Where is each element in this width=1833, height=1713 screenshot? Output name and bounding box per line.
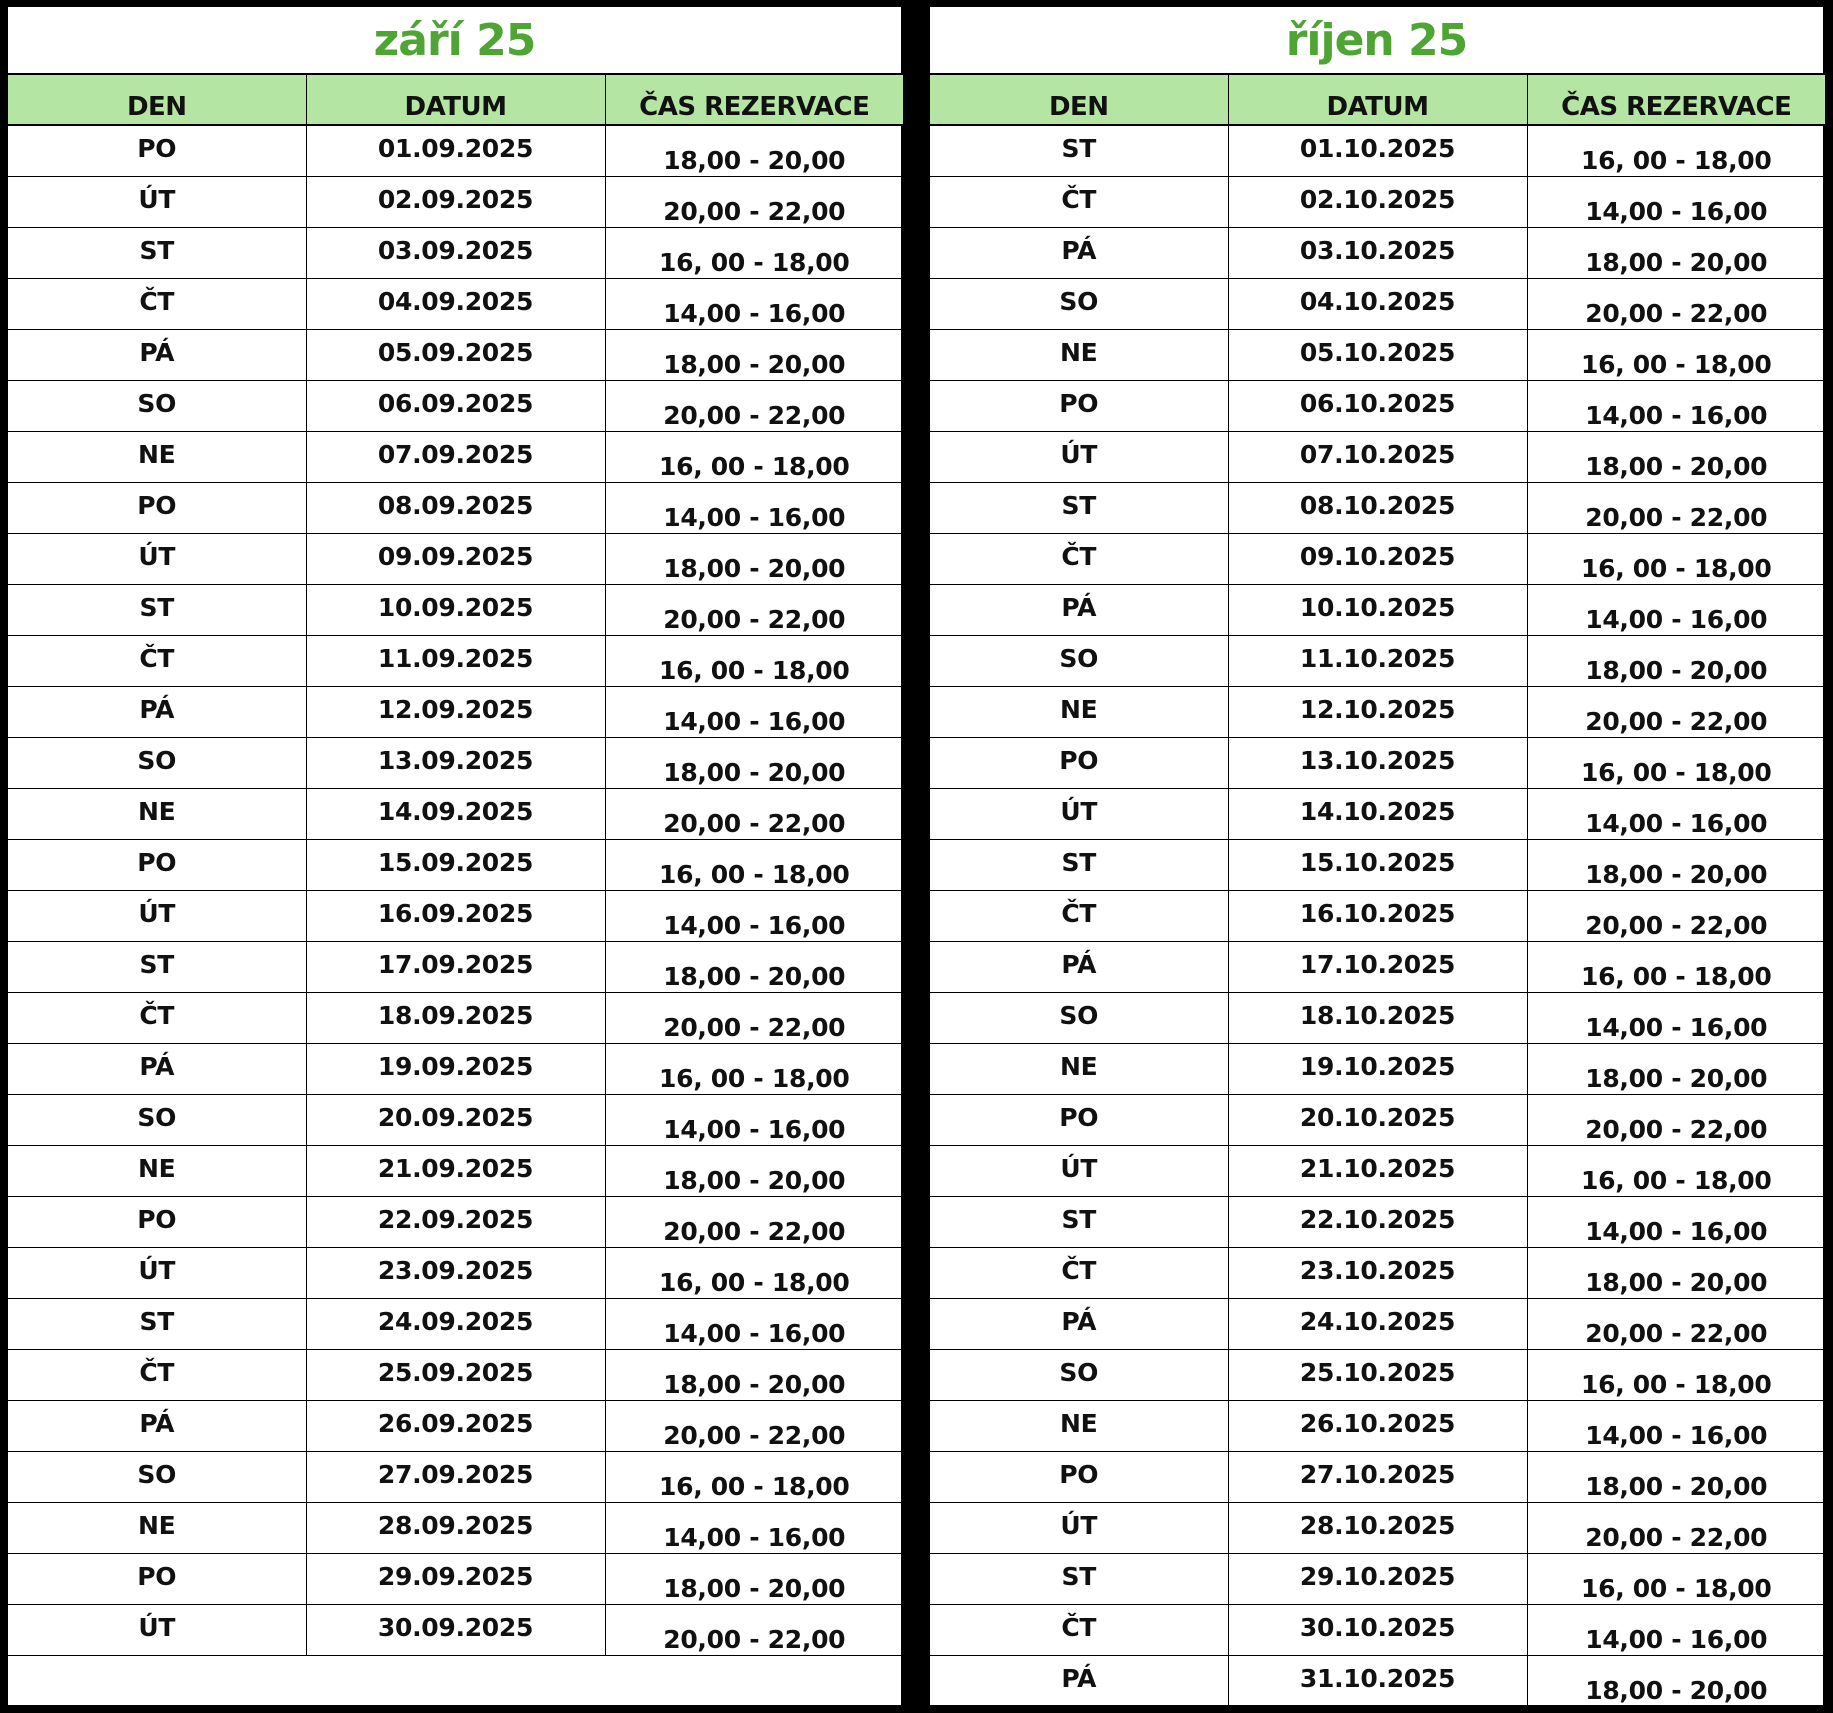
time-cell: 18,00 - 20,00 xyxy=(1527,1451,1825,1502)
day-cell: PÁ xyxy=(930,1655,1228,1706)
time-cell: 20,00 - 22,00 xyxy=(605,380,903,431)
date-cell: 24.10.2025 xyxy=(1228,1298,1527,1349)
day-cell: ČT xyxy=(930,1604,1228,1655)
date-cell: 18.10.2025 xyxy=(1228,992,1527,1043)
day-cell: ČT xyxy=(930,533,1228,584)
day-cell: SO xyxy=(930,278,1228,329)
date-cell: 03.10.2025 xyxy=(1228,227,1527,278)
date-cell: 05.10.2025 xyxy=(1228,329,1527,380)
day-cell: ST xyxy=(930,482,1228,533)
time-cell: 14,00 - 16,00 xyxy=(605,278,903,329)
day-cell: SO xyxy=(8,1451,306,1502)
table-row xyxy=(8,227,903,278)
day-cell: PÁ xyxy=(930,227,1228,278)
day-cell: ST xyxy=(8,1298,306,1349)
table-row xyxy=(930,1400,1825,1451)
day-cell: ČT xyxy=(8,992,306,1043)
table-row xyxy=(8,1349,903,1400)
date-cell: 04.10.2025 xyxy=(1228,278,1527,329)
column-header-day: DEN xyxy=(930,75,1228,125)
day-cell: ÚT xyxy=(930,431,1228,482)
day-cell: NE xyxy=(8,1145,306,1196)
table-row xyxy=(8,1247,903,1298)
time-cell: 16, 00 - 18,00 xyxy=(605,1247,903,1298)
table-row xyxy=(930,941,1825,992)
day-cell: PO xyxy=(930,380,1228,431)
table-row xyxy=(930,1553,1825,1604)
time-cell: 20,00 - 22,00 xyxy=(1527,278,1825,329)
time-cell: 20,00 - 22,00 xyxy=(605,584,903,635)
table-row xyxy=(8,584,903,635)
table-row xyxy=(930,584,1825,635)
table-row xyxy=(8,737,903,788)
time-cell: 20,00 - 22,00 xyxy=(1527,1502,1825,1553)
day-cell: ST xyxy=(930,1553,1228,1604)
day-cell: NE xyxy=(930,1043,1228,1094)
date-cell: 30.10.2025 xyxy=(1228,1604,1527,1655)
time-cell: 16, 00 - 18,00 xyxy=(1527,1145,1825,1196)
time-cell: 20,00 - 22,00 xyxy=(1527,890,1825,941)
column-header-time: ČAS REZERVACE xyxy=(1527,75,1825,125)
date-cell: 27.10.2025 xyxy=(1228,1451,1527,1502)
column-header-date: DATUM xyxy=(306,75,605,125)
day-cell: ST xyxy=(8,584,306,635)
table-row xyxy=(930,635,1825,686)
time-cell: 16, 00 - 18,00 xyxy=(605,1043,903,1094)
day-cell: NE xyxy=(930,1400,1228,1451)
day-cell: PO xyxy=(8,839,306,890)
time-cell: 16, 00 - 18,00 xyxy=(605,431,903,482)
day-cell: PÁ xyxy=(930,584,1228,635)
date-cell: 23.09.2025 xyxy=(306,1247,605,1298)
column-header-date: DATUM xyxy=(1228,75,1527,125)
date-cell: 22.10.2025 xyxy=(1228,1196,1527,1247)
day-cell: PO xyxy=(930,1451,1228,1502)
time-cell: 16, 00 - 18,00 xyxy=(1527,1553,1825,1604)
time-cell: 20,00 - 22,00 xyxy=(1527,1094,1825,1145)
date-cell: 10.10.2025 xyxy=(1228,584,1527,635)
time-cell: 18,00 - 20,00 xyxy=(605,1553,903,1604)
day-cell: ÚT xyxy=(8,890,306,941)
date-cell: 03.09.2025 xyxy=(306,227,605,278)
day-cell: ÚT xyxy=(930,1145,1228,1196)
time-cell: 20,00 - 22,00 xyxy=(605,1604,903,1655)
date-cell: 07.10.2025 xyxy=(1228,431,1527,482)
time-cell: 18,00 - 20,00 xyxy=(605,737,903,788)
date-cell: 05.09.2025 xyxy=(306,329,605,380)
day-cell: NE xyxy=(8,431,306,482)
time-cell: 20,00 - 22,00 xyxy=(605,788,903,839)
time-cell: 14,00 - 16,00 xyxy=(1527,380,1825,431)
date-cell: 15.09.2025 xyxy=(306,839,605,890)
date-cell: 10.09.2025 xyxy=(306,584,605,635)
date-cell: 07.09.2025 xyxy=(306,431,605,482)
table-row xyxy=(930,686,1825,737)
day-cell: PO xyxy=(8,1196,306,1247)
day-cell: ČT xyxy=(930,176,1228,227)
table-row xyxy=(930,1196,1825,1247)
day-cell: PÁ xyxy=(930,1298,1228,1349)
table-row xyxy=(930,227,1825,278)
time-cell: 14,00 - 16,00 xyxy=(1527,992,1825,1043)
table-row xyxy=(8,1451,903,1502)
table-row xyxy=(8,635,903,686)
table-row xyxy=(930,431,1825,482)
date-cell: 14.10.2025 xyxy=(1228,788,1527,839)
date-cell: 06.09.2025 xyxy=(306,380,605,431)
time-cell: 16, 00 - 18,00 xyxy=(605,227,903,278)
day-cell: SO xyxy=(930,635,1228,686)
time-cell: 20,00 - 22,00 xyxy=(605,1400,903,1451)
day-cell: PÁ xyxy=(8,686,306,737)
date-cell: 29.09.2025 xyxy=(306,1553,605,1604)
time-cell: 14,00 - 16,00 xyxy=(1527,1196,1825,1247)
date-cell: 21.10.2025 xyxy=(1228,1145,1527,1196)
time-cell: 18,00 - 20,00 xyxy=(605,125,903,176)
date-cell: 06.10.2025 xyxy=(1228,380,1527,431)
day-cell: ÚT xyxy=(8,1604,306,1655)
day-cell: PÁ xyxy=(8,1400,306,1451)
table-row xyxy=(8,992,903,1043)
day-cell: NE xyxy=(930,686,1228,737)
table-row xyxy=(930,329,1825,380)
day-cell: ÚT xyxy=(930,1502,1228,1553)
time-cell: 20,00 - 22,00 xyxy=(1527,1298,1825,1349)
time-cell: 14,00 - 16,00 xyxy=(1527,176,1825,227)
day-cell: PO xyxy=(8,482,306,533)
day-cell: ČT xyxy=(930,890,1228,941)
day-cell: PO xyxy=(930,737,1228,788)
date-cell: 19.10.2025 xyxy=(1228,1043,1527,1094)
date-cell: 29.10.2025 xyxy=(1228,1553,1527,1604)
day-cell: PÁ xyxy=(930,941,1228,992)
time-cell: 20,00 - 22,00 xyxy=(605,176,903,227)
table-row xyxy=(8,839,903,890)
time-cell: 20,00 - 22,00 xyxy=(605,1196,903,1247)
table-row xyxy=(930,839,1825,890)
date-cell: 12.09.2025 xyxy=(306,686,605,737)
time-cell: 16, 00 - 18,00 xyxy=(605,635,903,686)
table-row xyxy=(8,1553,903,1604)
table-row xyxy=(8,1196,903,1247)
time-cell: 14,00 - 16,00 xyxy=(605,1094,903,1145)
table-row xyxy=(8,1094,903,1145)
table-row xyxy=(930,1655,1825,1706)
table-row xyxy=(930,533,1825,584)
table-row xyxy=(8,941,903,992)
date-cell: 16.10.2025 xyxy=(1228,890,1527,941)
date-cell: 13.09.2025 xyxy=(306,737,605,788)
table-row xyxy=(8,1604,903,1655)
date-cell: 12.10.2025 xyxy=(1228,686,1527,737)
time-cell: 14,00 - 16,00 xyxy=(605,1298,903,1349)
table-row xyxy=(8,1502,903,1553)
time-cell: 16, 00 - 18,00 xyxy=(605,1451,903,1502)
day-cell: PÁ xyxy=(8,329,306,380)
time-cell: 14,00 - 16,00 xyxy=(1527,1604,1825,1655)
time-cell: 16, 00 - 18,00 xyxy=(1527,1349,1825,1400)
time-cell: 20,00 - 22,00 xyxy=(1527,482,1825,533)
time-cell: 18,00 - 20,00 xyxy=(605,1145,903,1196)
day-cell: NE xyxy=(930,329,1228,380)
time-cell: 18,00 - 20,00 xyxy=(605,941,903,992)
time-cell: 14,00 - 16,00 xyxy=(605,686,903,737)
date-cell: 22.09.2025 xyxy=(306,1196,605,1247)
table-row xyxy=(8,890,903,941)
header-row xyxy=(930,75,1825,125)
time-cell: 14,00 - 16,00 xyxy=(605,890,903,941)
column-header-day: DEN xyxy=(8,75,306,125)
table-row xyxy=(8,788,903,839)
table-row xyxy=(930,1349,1825,1400)
header-row xyxy=(8,75,903,125)
day-cell: ÚT xyxy=(930,788,1228,839)
date-cell: 02.09.2025 xyxy=(306,176,605,227)
time-cell: 18,00 - 20,00 xyxy=(1527,839,1825,890)
date-cell: 15.10.2025 xyxy=(1228,839,1527,890)
date-cell: 11.10.2025 xyxy=(1228,635,1527,686)
time-cell: 14,00 - 16,00 xyxy=(1527,788,1825,839)
date-cell: 23.10.2025 xyxy=(1228,1247,1527,1298)
month-panel-september xyxy=(8,7,903,1705)
date-cell: 20.10.2025 xyxy=(1228,1094,1527,1145)
date-cell: 27.09.2025 xyxy=(306,1451,605,1502)
day-cell: ST xyxy=(930,1196,1228,1247)
day-cell: ÚT xyxy=(8,1247,306,1298)
column-header-time: ČAS REZERVACE xyxy=(605,75,903,125)
day-cell: ST xyxy=(930,125,1228,176)
time-cell: 20,00 - 22,00 xyxy=(1527,686,1825,737)
table-row xyxy=(930,1247,1825,1298)
table-row xyxy=(930,125,1825,176)
time-cell: 18,00 - 20,00 xyxy=(1527,635,1825,686)
day-cell: SO xyxy=(8,737,306,788)
table-row xyxy=(930,788,1825,839)
day-cell: ST xyxy=(930,839,1228,890)
month-title: září 25 xyxy=(8,7,901,75)
day-cell: SO xyxy=(8,1094,306,1145)
day-cell: SO xyxy=(930,992,1228,1043)
date-cell: 25.09.2025 xyxy=(306,1349,605,1400)
table-row xyxy=(930,482,1825,533)
day-cell: PO xyxy=(8,125,306,176)
day-cell: PO xyxy=(930,1094,1228,1145)
month-panel-october xyxy=(930,7,1825,1705)
date-cell: 31.10.2025 xyxy=(1228,1655,1527,1706)
time-cell: 18,00 - 20,00 xyxy=(1527,227,1825,278)
day-cell: ČT xyxy=(8,278,306,329)
table-row xyxy=(930,992,1825,1043)
table-row xyxy=(8,329,903,380)
table-row xyxy=(8,278,903,329)
time-cell: 14,00 - 16,00 xyxy=(605,482,903,533)
time-cell: 16, 00 - 18,00 xyxy=(1527,125,1825,176)
time-cell: 16, 00 - 18,00 xyxy=(605,839,903,890)
table-row xyxy=(930,890,1825,941)
table-row xyxy=(930,1502,1825,1553)
date-cell: 19.09.2025 xyxy=(306,1043,605,1094)
day-cell: NE xyxy=(8,788,306,839)
table-row xyxy=(8,1043,903,1094)
time-cell: 14,00 - 16,00 xyxy=(1527,1400,1825,1451)
table-row xyxy=(8,1400,903,1451)
date-cell: 28.09.2025 xyxy=(306,1502,605,1553)
day-cell: ST xyxy=(8,941,306,992)
table-row xyxy=(930,380,1825,431)
date-cell: 21.09.2025 xyxy=(306,1145,605,1196)
date-cell: 13.10.2025 xyxy=(1228,737,1527,788)
day-cell: PÁ xyxy=(8,1043,306,1094)
date-cell: 02.10.2025 xyxy=(1228,176,1527,227)
day-cell: ÚT xyxy=(8,533,306,584)
table-row xyxy=(930,176,1825,227)
table-row xyxy=(8,380,903,431)
table-row xyxy=(8,533,903,584)
date-cell: 20.09.2025 xyxy=(306,1094,605,1145)
table-row xyxy=(930,1298,1825,1349)
time-cell: 14,00 - 16,00 xyxy=(1527,584,1825,635)
date-cell: 25.10.2025 xyxy=(1228,1349,1527,1400)
day-cell: ST xyxy=(8,227,306,278)
table-row xyxy=(930,737,1825,788)
day-cell: SO xyxy=(8,380,306,431)
table-row xyxy=(930,1451,1825,1502)
date-cell: 08.10.2025 xyxy=(1228,482,1527,533)
time-cell: 16, 00 - 18,00 xyxy=(1527,941,1825,992)
table-row xyxy=(8,1145,903,1196)
date-cell: 11.09.2025 xyxy=(306,635,605,686)
date-cell: 01.10.2025 xyxy=(1228,125,1527,176)
date-cell: 24.09.2025 xyxy=(306,1298,605,1349)
day-cell: ČT xyxy=(930,1247,1228,1298)
schedule-table xyxy=(8,75,903,1656)
time-cell: 14,00 - 16,00 xyxy=(605,1502,903,1553)
time-cell: 16, 00 - 18,00 xyxy=(1527,533,1825,584)
schedule-table xyxy=(930,75,1825,1706)
time-cell: 16, 00 - 18,00 xyxy=(1527,329,1825,380)
table-row xyxy=(930,1145,1825,1196)
date-cell: 14.09.2025 xyxy=(306,788,605,839)
table-row xyxy=(8,482,903,533)
table-row xyxy=(930,278,1825,329)
date-cell: 09.10.2025 xyxy=(1228,533,1527,584)
date-cell: 16.09.2025 xyxy=(306,890,605,941)
day-cell: ÚT xyxy=(8,176,306,227)
table-row xyxy=(930,1604,1825,1655)
date-cell: 17.10.2025 xyxy=(1228,941,1527,992)
day-cell: NE xyxy=(8,1502,306,1553)
date-cell: 26.09.2025 xyxy=(306,1400,605,1451)
table-row xyxy=(8,431,903,482)
table-row xyxy=(8,176,903,227)
date-cell: 04.09.2025 xyxy=(306,278,605,329)
table-row xyxy=(8,1298,903,1349)
day-cell: PO xyxy=(8,1553,306,1604)
date-cell: 09.09.2025 xyxy=(306,533,605,584)
time-cell: 18,00 - 20,00 xyxy=(1527,1247,1825,1298)
table-row xyxy=(930,1043,1825,1094)
time-cell: 18,00 - 20,00 xyxy=(605,329,903,380)
time-cell: 18,00 - 20,00 xyxy=(605,1349,903,1400)
table-row xyxy=(8,686,903,737)
date-cell: 17.09.2025 xyxy=(306,941,605,992)
date-cell: 26.10.2025 xyxy=(1228,1400,1527,1451)
time-cell: 18,00 - 20,00 xyxy=(605,533,903,584)
day-cell: ČT xyxy=(8,1349,306,1400)
date-cell: 30.09.2025 xyxy=(306,1604,605,1655)
table-row xyxy=(8,125,903,176)
date-cell: 18.09.2025 xyxy=(306,992,605,1043)
date-cell: 08.09.2025 xyxy=(306,482,605,533)
date-cell: 01.09.2025 xyxy=(306,125,605,176)
table-row xyxy=(930,1094,1825,1145)
time-cell: 20,00 - 22,00 xyxy=(605,992,903,1043)
day-cell: ČT xyxy=(8,635,306,686)
time-cell: 16, 00 - 18,00 xyxy=(1527,737,1825,788)
day-cell: SO xyxy=(930,1349,1228,1400)
date-cell: 28.10.2025 xyxy=(1228,1502,1527,1553)
month-title: říjen 25 xyxy=(930,7,1823,75)
time-cell: 18,00 - 20,00 xyxy=(1527,431,1825,482)
time-cell: 18,00 - 20,00 xyxy=(1585,1676,1768,1705)
time-cell: 18,00 - 20,00 xyxy=(1527,1043,1825,1094)
